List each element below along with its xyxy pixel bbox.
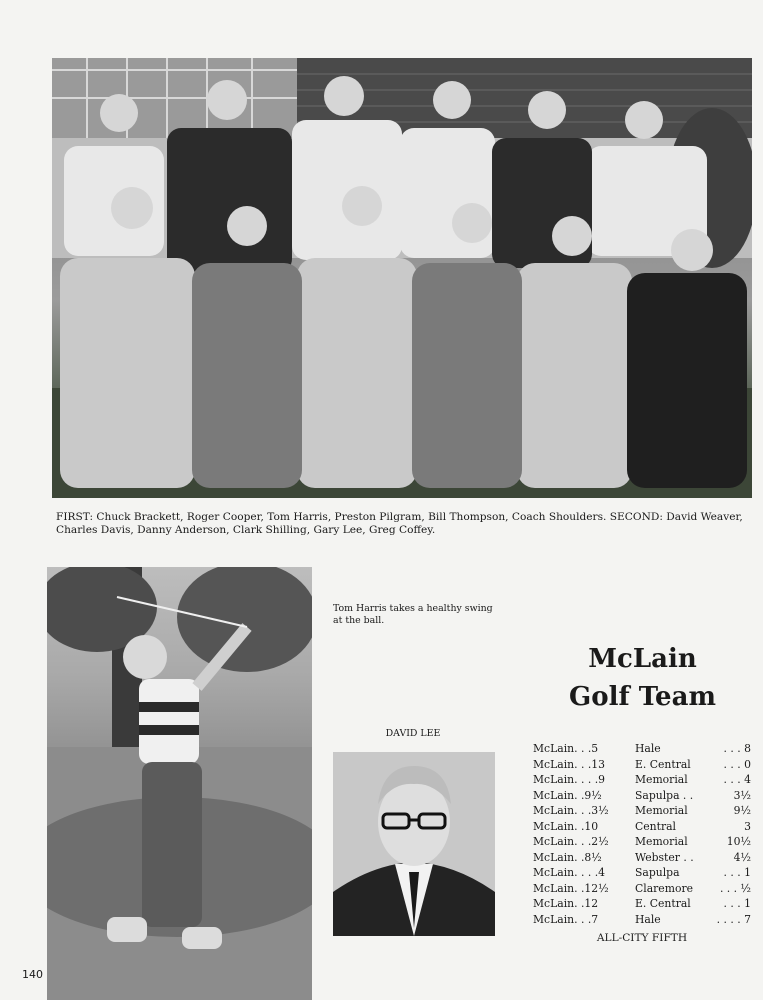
score-row: McLain. .12 E. Central . . . 1 [533, 897, 751, 910]
golf-swing-illustration [47, 567, 312, 1000]
score-row: McLain. . .13 E. Central . . . 0 [533, 757, 751, 771]
team-photo-illustration [52, 58, 752, 498]
title-line-2: Golf Team [569, 682, 716, 712]
portrait-illustration [333, 752, 495, 936]
score-row: McLain. .12½ Claremore . . . ½ [533, 881, 751, 895]
team-photo-caption: FIRST: Chuck Brackett, Roger Cooper, Tom Harris, Preston Pilgram, Bill Thompson, Coach Shoulders. SECOND: David Weaver, Charles Davis, Danny Anderson, Clark Shilling, Gary Lee, Greg Coffey. [56, 511, 743, 536]
season-result: ALL-CITY FIFTH [596, 932, 688, 944]
david-lee-portrait [333, 752, 495, 936]
page-title [560, 640, 725, 716]
score-row: McLain. . .7 Hale . . . . 7 [533, 912, 751, 926]
score-row: McLain. . .3½ Memorial 9½ [533, 804, 751, 817]
score-table [533, 741, 751, 927]
score-row: McLain. . .5 Hale . . . 8 [533, 742, 751, 755]
score-row: McLain. . .2½ Memorial 10½ [533, 835, 751, 848]
score-row: McLain. . . .4 Sapulpa . . . 1 [533, 866, 751, 879]
score-row: McLain. . . .9 Memorial . . . 4 [533, 773, 751, 786]
team-photo [52, 58, 752, 498]
page-number: 140 [22, 968, 43, 981]
swing-photo-caption: Tom Harris takes a healthy swing at the ball. [333, 603, 493, 626]
golf-swing-photo [47, 567, 312, 1000]
score-row: McLain. .8½ Webster . . 4½ [533, 850, 751, 864]
score-row: McLain. .9½ Sapulpa . . 3½ [533, 788, 751, 802]
score-row: McLain. .10 Central 3 [533, 819, 751, 833]
title-line-1: McLain [588, 644, 697, 674]
portrait-label: DAVID LEE [385, 728, 441, 739]
